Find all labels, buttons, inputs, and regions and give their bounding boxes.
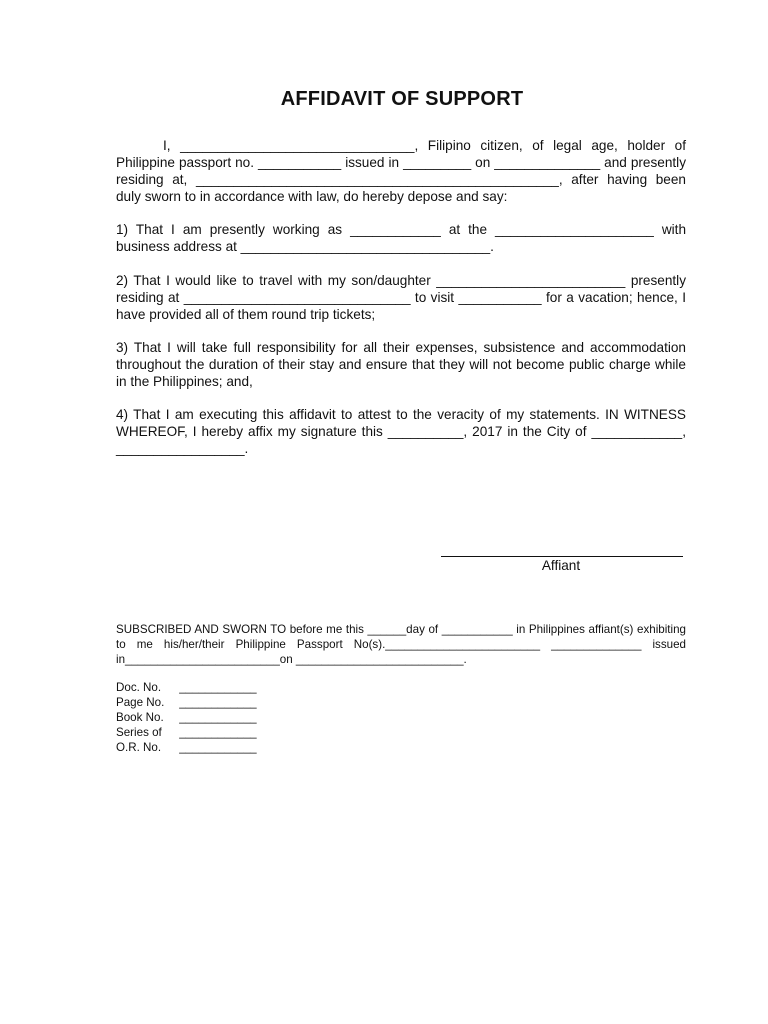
notary-entry-doc [116,680,416,695]
notary-entry-series [116,725,416,740]
paragraph-employment: 1) That I am presently working as ____________ at the _____________________ with business address at _________________________________. [116,222,686,254]
notary-label: O.R. No. [116,741,162,754]
notary-blank: ____________ [179,741,257,754]
notary-label: Doc. No. [116,681,162,694]
document-title: AFFIDAVIT OF SUPPORT [280,88,524,110]
paragraph-attestation: 4) That I am executing this affidavit to attest to the veracity of my statements. IN WITNESS WHEREOF, I hereby affix my signature this __________, 2017 in the City of ____________, _________________. [116,407,686,456]
paragraph-travel: 2) That I would like to travel with my son/daughter _________________________ presently residing at ______________________________ to visit ___________ for a vacation; hence, I have provided all of them round trip tickets; [116,273,686,322]
notary-blank: ____________ [179,711,257,724]
jurat-paragraph: SUBSCRIBED AND SWORN TO before me this ______day of ___________ in Philippines affiant(s) exhibiting to me his/her/their Philippine Passport No(s).________________________ ______________ issued in________________________on __________________________. [116,623,686,666]
notary-blank: ____________ [179,696,257,709]
notary-label: Book No. [116,711,164,724]
notary-blank: ____________ [179,726,257,739]
signature-line [441,556,683,557]
paragraph-responsibility: 3) That I will take full responsibility for all their expenses, subsistence and accommodation throughout the duration of their stay and ensure that they will not become public charge while in the Philippines; and, [116,340,686,389]
notary-label: Page No. [116,696,165,709]
notary-entry-page [116,695,416,710]
notary-entries [116,680,416,755]
signature-label: Affiant [541,558,581,573]
notary-entry-or [116,740,416,755]
notary-label: Series of [116,726,162,739]
intro-paragraph: I, _______________________________, Filipino citizen, of legal age, holder of Philippine passport no. ___________ issued in _________ on ______________ and presently residing at, ________________________________________________, after having been duly sworn to in accordance with law, do hereby depose and say: [116,138,686,204]
notary-blank: ____________ [179,681,257,694]
notary-entry-book [116,710,416,725]
